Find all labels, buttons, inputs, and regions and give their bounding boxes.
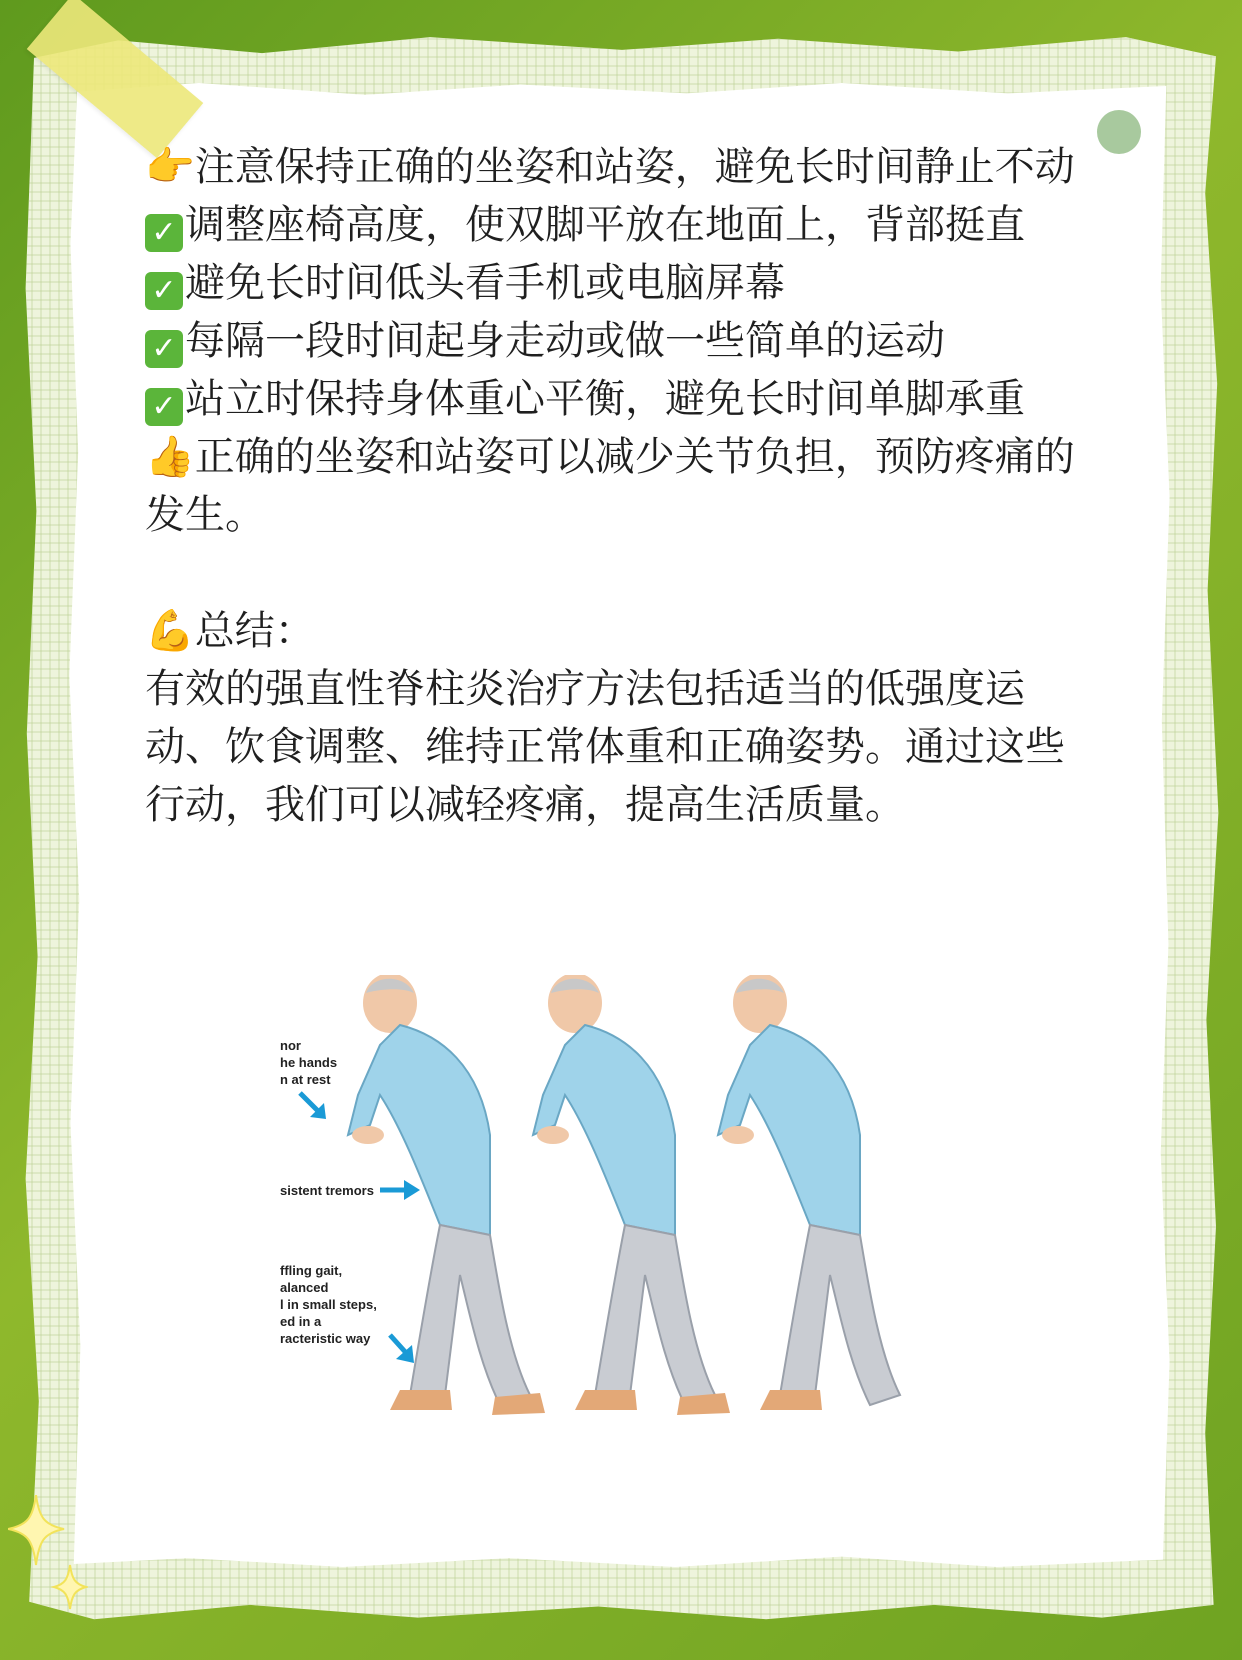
tip-intro-line: 👉注意保持正确的坐姿和站姿，避免长时间静止不动	[145, 144, 1075, 190]
check-box-icon: ✓	[145, 330, 183, 368]
summary-heading: 💪总结：	[145, 608, 315, 654]
figure-label-tremor-2: he hands	[280, 1055, 338, 1070]
figure-label-gait-2: alanced	[280, 1280, 329, 1295]
figure-label-tremor-1: nor	[280, 1038, 301, 1053]
check-item-2: ✓ 避免长时间低头看手机或电脑屏幕	[145, 254, 1095, 312]
figure-label-persistent-tremors: sistent tremors	[280, 1183, 374, 1198]
check-item-1: ✓ 调整座椅高度，使双脚平放在地面上，背部挺直	[145, 196, 1095, 254]
figure-label-gait-5: racteristic way	[280, 1331, 371, 1346]
figure-label-gait-3: l in small steps,	[280, 1297, 377, 1312]
stooped-figure-2	[533, 975, 730, 1415]
figure-label-gait-4: ed in a	[280, 1314, 322, 1329]
check-box-icon: ✓	[145, 272, 183, 310]
check-item-4: ✓ 站立时保持身体重心平衡，避免长时间单脚承重	[145, 370, 1095, 428]
circle-decoration	[1097, 110, 1141, 154]
check-box-icon: ✓	[145, 214, 183, 252]
benefit-line: 👍正确的坐姿和站姿可以减少关节负担，预防疼痛的发生。	[145, 434, 1075, 538]
check-box-icon: ✓	[145, 388, 183, 426]
article-content	[145, 138, 1095, 834]
figure-label-tremor-3: n at rest	[280, 1072, 331, 1087]
sparkle-icon	[8, 1495, 88, 1625]
stooped-figure-3	[718, 975, 900, 1410]
posture-illustration	[280, 975, 950, 1485]
figure-label-gait-1: ffling gait,	[280, 1263, 343, 1278]
stooped-figure-1	[348, 975, 545, 1415]
arrow-icon	[404, 1180, 420, 1200]
check-item-3: ✓ 每隔一段时间起身走动或做一些简单的运动	[145, 312, 1095, 370]
summary-body: 有效的强直性脊柱炎治疗方法包括适当的低强度运动、饮食调整、维持正常体重和正确姿势。通过这些行动，我们可以减轻疼痛，提高生活质量。	[145, 666, 1065, 828]
